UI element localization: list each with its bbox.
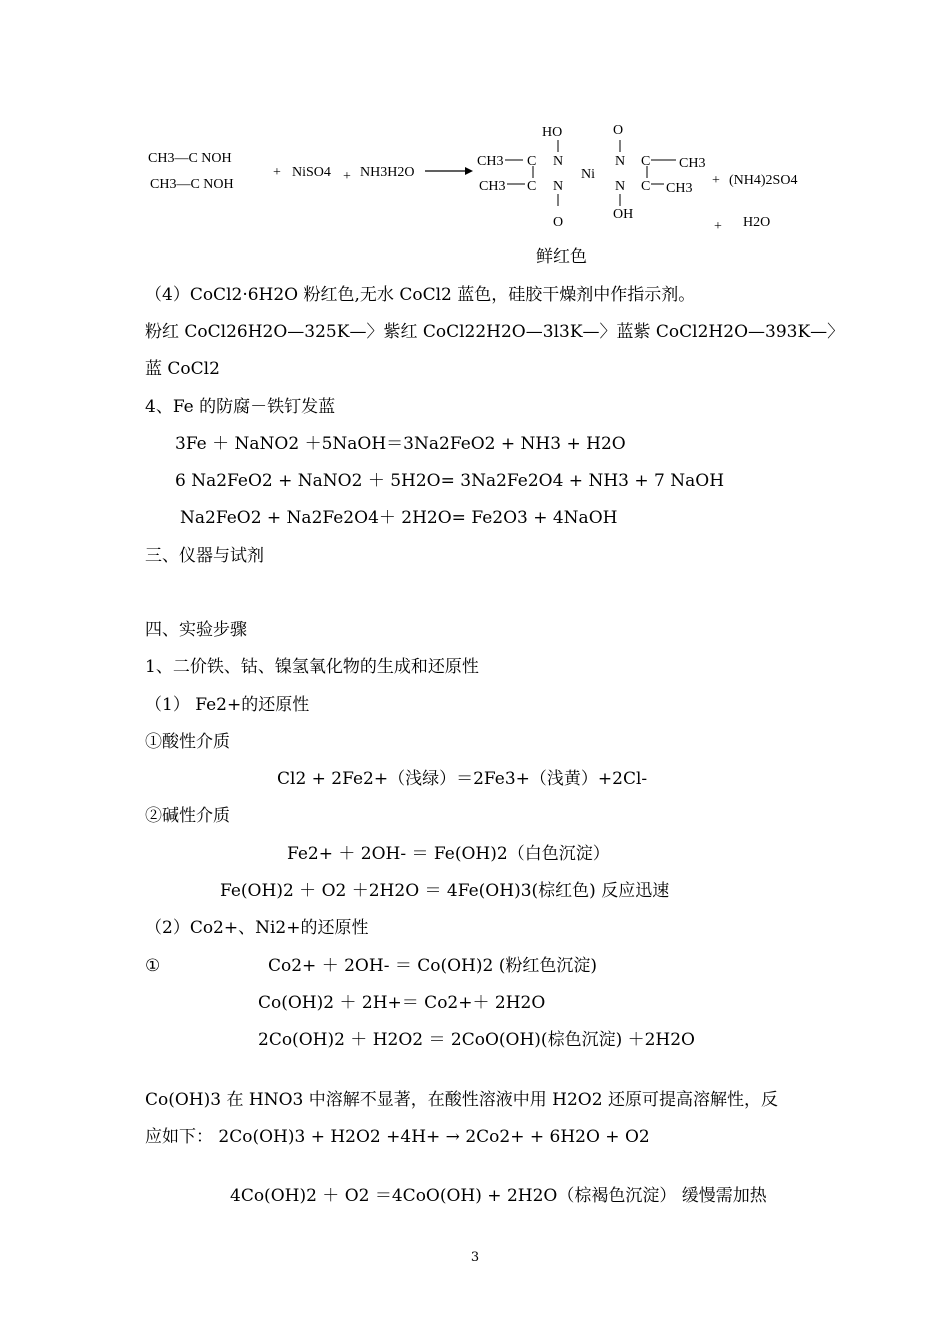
reaction-scheme: [140, 118, 830, 243]
equation: Cl2 + 2Fe2+（浅绿）＝2Fe3+（浅黄）+2Cl-: [277, 769, 648, 789]
product-ni: Ni: [581, 167, 595, 182]
label: ①: [145, 956, 161, 976]
o-bottom-label: O: [553, 215, 564, 230]
plus-sign: +: [712, 173, 720, 188]
byproduct-ammonium-sulfate: (NH4)2SO4: [729, 173, 798, 188]
paragraph: 应如下： 2Co(OH)3 + H2O2 +4H+ → 2Co2+ + 6H2O + O2: [145, 1127, 650, 1147]
ho-label: HO: [542, 125, 563, 140]
product-c-4: C: [641, 179, 651, 194]
product-n-1: N: [553, 154, 564, 169]
plus-sign: +: [343, 169, 351, 184]
page-number: 3: [470, 1250, 480, 1265]
product-ch3-3: CH3: [479, 179, 506, 194]
product-n-3: N: [553, 179, 564, 194]
section-heading: 4、Fe 的防腐－铁钉发蓝: [145, 397, 336, 417]
subheading: （1） Fe2+的还原性: [145, 695, 310, 715]
plus-sign: +: [714, 219, 722, 234]
o-top-label: O: [613, 123, 624, 138]
equation: Co2+ ＋ 2OH- ＝ Co(OH)2 (粉红色沉淀): [268, 956, 597, 976]
paragraph: （4）CoCl2·6H2O 粉红色,无水 CoCl2 蓝色，硅胶干燥剂中作指示剂。: [145, 285, 696, 305]
product-ch3-2: CH3: [679, 156, 706, 171]
product-c-2: C: [641, 154, 651, 169]
reactant-row1: CH3—C NOH: [148, 151, 232, 166]
section-heading: 三、仪器与试剂: [145, 546, 264, 566]
product-n-2: N: [615, 154, 626, 169]
paragraph: 粉红 CoCl26H2O—325K—〉紫红 CoCl22H2O—3l3K—〉蓝紫 CoCl2H2O—393K—〉: [145, 322, 845, 342]
equation: 4Co(OH)2 ＋ O2 ＝4CoO(OH) + 2H2O（棕褐色沉淀） 缓慢需加热: [230, 1186, 767, 1206]
paragraph: 蓝 CoCl2: [145, 359, 220, 379]
equation: Fe2+ ＋ 2OH- ＝ Fe(OH)2（白色沉淀）: [287, 844, 610, 864]
subheading: （2）Co2+、Ni2+的还原性: [145, 918, 369, 938]
equation: Fe(OH)2 ＋ O2 ＋2H2O ＝ 4Fe(OH)3(棕红色) 反应迅速: [220, 881, 670, 901]
equation: 2Co(OH)2 ＋ H2O2 ＝ 2CoO(OH)(棕色沉淀) ＋2H2O: [258, 1030, 695, 1050]
color-label: 鲜红色: [536, 247, 587, 267]
reagent-nh3h2o: NH3H2O: [360, 165, 415, 180]
label: ②碱性介质: [145, 806, 230, 826]
plus-sign: +: [273, 165, 281, 180]
reagent-niso4: NiSO4: [292, 165, 331, 180]
product-c-3: C: [527, 179, 537, 194]
section-heading: 四、实验步骤: [145, 620, 247, 640]
product-ch3-4: CH3: [666, 181, 693, 196]
product-ch3-1: CH3: [477, 154, 504, 169]
label: ①酸性介质: [145, 732, 230, 752]
byproduct-water: H2O: [743, 215, 771, 230]
equation: 6 Na2FeO2 + NaNO2 ＋ 5H2O= 3Na2Fe2O4 + NH3 + 7 NaOH: [175, 471, 725, 491]
equation: 3Fe ＋ NaNO2 ＋5NaOH＝3Na2FeO2 + NH3 + H2O: [175, 434, 626, 454]
subheading: 1、二价铁、钴、镍氢氧化物的生成和还原性: [145, 657, 479, 677]
equation: Co(OH)2 ＋ 2H+＝ Co2+＋ 2H2O: [258, 993, 546, 1013]
oh-label: OH: [613, 207, 634, 222]
reactant-row2: CH3—C NOH: [150, 177, 234, 192]
arrow-head: [465, 167, 473, 175]
equation: Na2FeO2 + Na2Fe2O4＋ 2H2O= Fe2O3 + 4NaOH: [180, 508, 618, 528]
product-n-4: N: [615, 179, 626, 194]
paragraph: Co(OH)3 在 HNO3 中溶解不显著，在酸性溶液中用 H2O2 还原可提高溶解性，反: [145, 1090, 778, 1110]
product-c-1: C: [527, 154, 537, 169]
